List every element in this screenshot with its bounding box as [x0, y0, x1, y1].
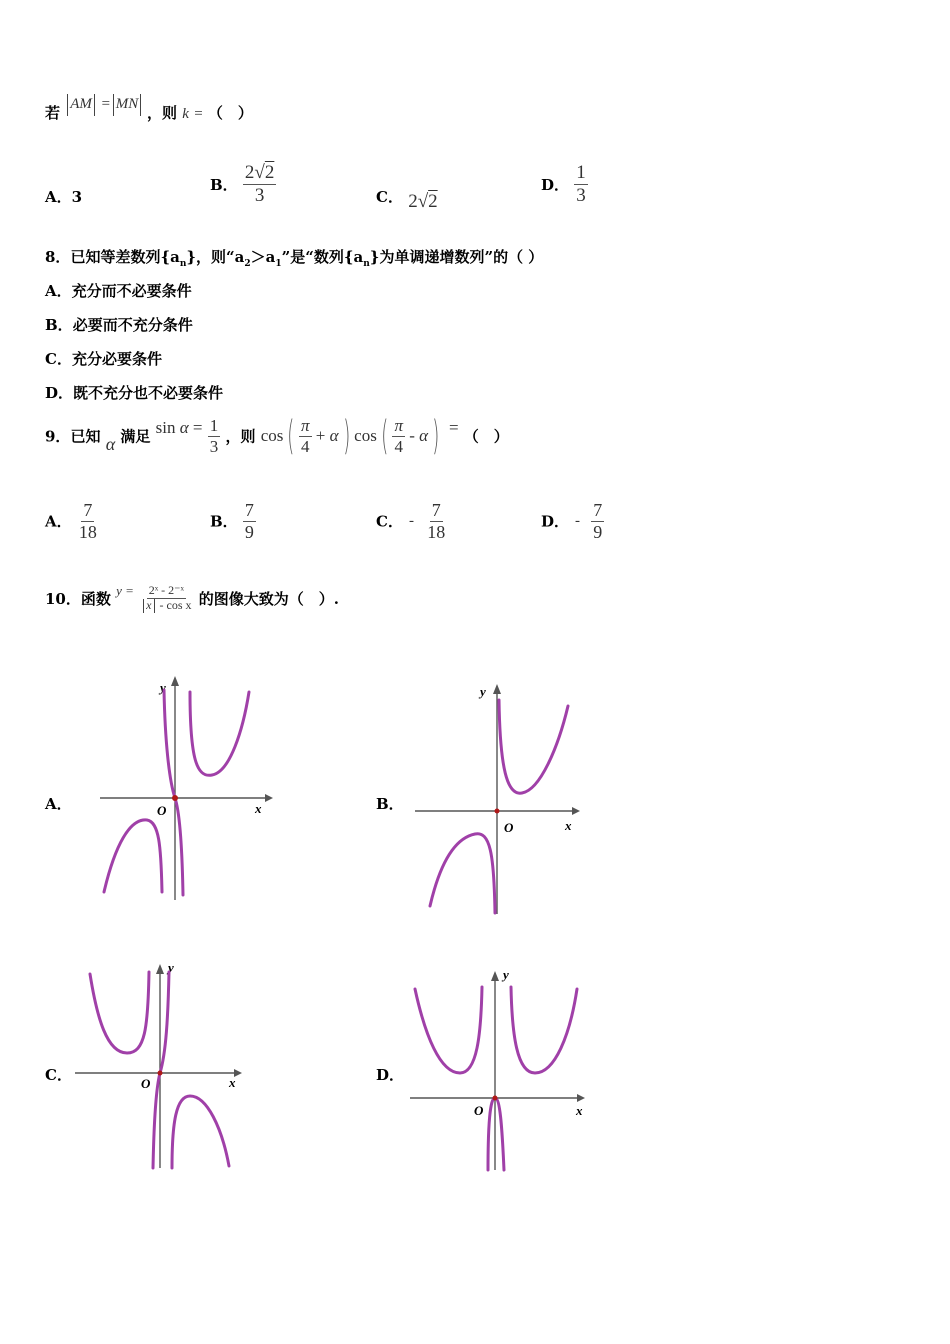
q7-condition: AM = MN: [65, 96, 147, 112]
q9-option-d: D． - $\frac{7}{9}$: [541, 500, 603, 542]
q7-option-d: D． $\frac{1}{3}$: [541, 162, 586, 206]
graph-a-label: A．: [45, 795, 72, 813]
q9-option-c: C． - $\frac{7}{18}$: [376, 500, 446, 542]
graph-a-origin-label: O: [157, 803, 167, 818]
q7-blank: （ ）: [207, 104, 253, 122]
graph-b-origin-dot: [495, 809, 500, 814]
graph-d-curves: [415, 987, 577, 1170]
graph-b-label: B．: [376, 795, 404, 813]
graph-a-curves: [104, 690, 249, 895]
graph-b-curves: [430, 700, 568, 913]
graph-b-y-label: y: [480, 684, 486, 699]
q10-stem: 10．函数 y = $\frac{\text{2ˣ - 2⁻ˣ}}{\text{x - cos x}}$ 的图像大致为（ ）.: [45, 582, 339, 612]
graph-a-origin-dot: [172, 795, 178, 801]
q7-option-b: B． $\frac{2√2}{3}$: [210, 162, 275, 206]
graph-d: [405, 965, 595, 1175]
q9-option-a: A． $\frac{7}{18}$: [45, 500, 97, 542]
graph-d-x-label: x: [576, 1103, 583, 1118]
graph-b: [410, 678, 590, 918]
graph-b-origin-label: O: [504, 820, 514, 835]
q7-condition-line: [45, 96, 253, 126]
graph-d-origin-dot: [493, 1096, 498, 1101]
graph-c-x-label: x: [229, 1075, 236, 1090]
q7-prefix: 若: [45, 104, 61, 122]
graph-d-axes: [410, 971, 585, 1170]
graph-c-y-label: y: [168, 960, 174, 975]
q7-option-c: C． 2√2: [376, 188, 438, 212]
graph-d-label: D．: [376, 1066, 405, 1084]
q7-var: k: [182, 106, 189, 122]
q7-option-a: A．3: [45, 188, 83, 206]
q8-stem: 8．已知等差数列$\{a_n\}$，则“$a_2>a_1$”是“数列$\{a_n\}$为单调递增数列”的（ ）: [45, 248, 544, 269]
q7-mid: ，则: [147, 104, 178, 122]
q8-option-b: B．必要而不充分条件: [45, 316, 193, 334]
q9-option-b: B． $\frac{7}{9}$: [210, 500, 254, 542]
graph-a: [95, 670, 275, 905]
graph-d-origin-label: O: [474, 1103, 484, 1118]
q9-stem: 9．已知 α 满足 sin α = $\frac{1}{3}$ ，则 cos ( $\frac{\pi}{4}$ + α ) cos ( $\frac{\pi}{4}$ - α ) = （ ）: [45, 413, 509, 460]
graph-c-label: C．: [45, 1066, 72, 1084]
graph-b-axes: [415, 684, 580, 914]
graph-a-x-label: x: [255, 801, 262, 816]
graph-b-x-label: x: [565, 818, 572, 833]
q8-option-d: D．既不充分也不必要条件: [45, 384, 224, 402]
q8-option-a: A．充分而不必要条件: [45, 282, 192, 300]
q8-option-c: C．充分必要条件: [45, 350, 162, 368]
q7-eq: =: [194, 106, 203, 122]
graph-c-axes: [75, 964, 242, 1168]
graph-d-y-label: y: [503, 967, 509, 982]
graph-a-y-label: y: [160, 680, 166, 695]
graph-c: [72, 958, 252, 1173]
graph-c-origin-label: O: [141, 1076, 151, 1091]
graph-c-origin-dot: [158, 1071, 163, 1076]
